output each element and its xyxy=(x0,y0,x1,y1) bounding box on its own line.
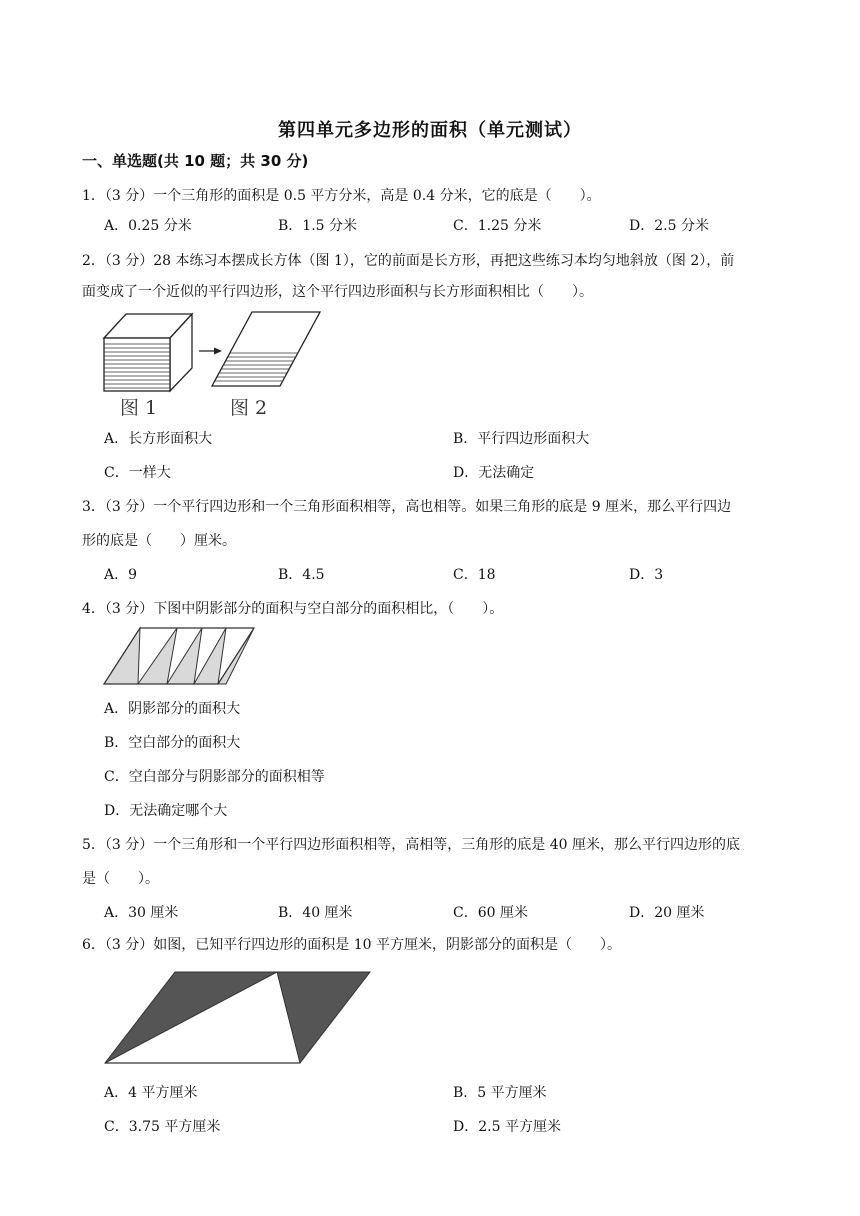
q4-option-b[interactable]: B．空白部分的面积大 xyxy=(104,735,241,751)
q3-option-d[interactable]: D．3 xyxy=(629,567,664,583)
shaded-triangle-2 xyxy=(138,628,177,684)
q2-option-b[interactable]: B．平行四边形面积大 xyxy=(453,431,590,447)
q3-option-c[interactable]: C．18 xyxy=(453,567,496,583)
figure-2-label: 图 2 xyxy=(230,397,268,419)
question-2-text-line-1: 2．（3 分）28 本练习本摆成长方体（图 1），它的前面是长方形，再把这些练习本均匀地斜放（图 2），前 xyxy=(82,253,735,269)
question-5-text-line-2: 是（ ）。 xyxy=(82,871,159,887)
q6-option-b[interactable]: B．5 平方厘米 xyxy=(453,1085,547,1101)
question-6-text: 6．（3 分）如图，已知平行四边形的面积是 10 平方厘米，阴影部分的面积是（ ）。 xyxy=(82,937,621,953)
question-3-text-line-2: 形的底是（ ）厘米。 xyxy=(82,533,236,549)
figure-2-parallelogram xyxy=(212,312,320,386)
q1-option-b[interactable]: B．1.5 分米 xyxy=(278,218,358,234)
section-heading: 一、单选题(共 10 题；共 30 分) xyxy=(82,152,309,170)
q3-option-b[interactable]: B．4.5 xyxy=(278,567,325,583)
shaded-parallelogram-figure xyxy=(102,624,258,686)
question-3-text-line-1: 3．（3 分）一个平行四边形和一个三角形面积相等，高也相等。如果三角形的底是 9 厘米，那么平行四边 xyxy=(82,499,732,515)
q5-option-d[interactable]: D．20 厘米 xyxy=(629,905,705,921)
q2-option-c[interactable]: C．一样大 xyxy=(104,465,171,481)
q1-option-d[interactable]: D．2.5 分米 xyxy=(629,218,709,234)
q4-option-c[interactable]: C．空白部分与阴影部分的面积相等 xyxy=(104,769,325,785)
q5-option-c[interactable]: C．60 厘米 xyxy=(453,905,528,921)
figure-1-label: 图 1 xyxy=(120,397,158,419)
figure-1-box xyxy=(104,314,192,391)
q4-option-a[interactable]: A．阴影部分的面积大 xyxy=(104,701,241,717)
q6-option-a[interactable]: A．4 平方厘米 xyxy=(104,1085,198,1101)
q1-option-a[interactable]: A．0.25 分米 xyxy=(104,218,192,234)
q3-option-a[interactable]: A．9 xyxy=(104,567,138,583)
page-title: 第四单元多边形的面积（单元测试） xyxy=(278,120,582,141)
question-1-text: 1．（3 分）一个三角形的面积是 0.5 平方分米，高是 0.4 分米，它的底是（ ）。 xyxy=(82,188,601,204)
question-4-text: 4．（3 分）下图中阴影部分的面积与空白部分的面积相比，（ ）。 xyxy=(82,601,504,617)
question-5-text-line-1: 5．（3 分）一个三角形和一个平行四边形面积相等，高相等，三角形的底是 40 厘米，那么平行四边形的底 xyxy=(82,837,740,853)
q6-option-d[interactable]: D．2.5 平方厘米 xyxy=(453,1119,561,1135)
q5-option-a[interactable]: A．30 厘米 xyxy=(104,905,179,921)
q2-option-a[interactable]: A．长方形面积大 xyxy=(104,431,213,447)
q2-option-d[interactable]: D．无法确定 xyxy=(453,465,535,481)
question-2-text-line-2: 面变成了一个近似的平行四边形，这个平行四边形面积与长方形面积相比（ ）。 xyxy=(82,284,593,300)
shaded-triangles-figure xyxy=(102,970,372,1066)
notebook-stack-figure xyxy=(98,308,328,420)
q4-option-d[interactable]: D．无法确定哪个大 xyxy=(104,803,228,819)
arrow-icon xyxy=(199,348,222,355)
q5-option-b[interactable]: B．40 厘米 xyxy=(278,905,353,921)
q1-option-c[interactable]: C．1.25 分米 xyxy=(453,218,542,234)
q6-option-c[interactable]: C．3.75 平方厘米 xyxy=(104,1119,221,1135)
